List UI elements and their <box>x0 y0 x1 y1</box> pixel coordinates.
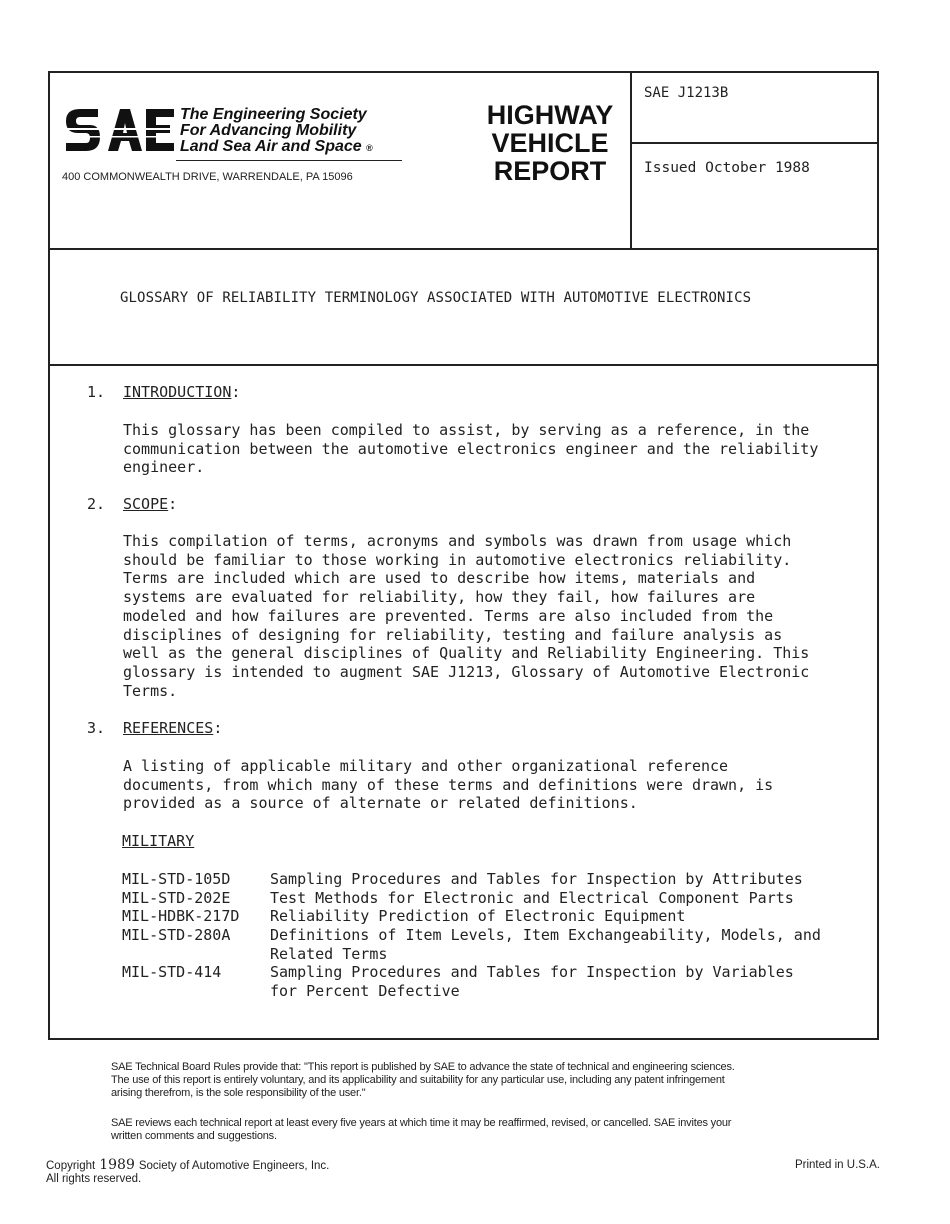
title-divider <box>50 364 877 366</box>
header-column-divider <box>630 73 632 249</box>
paragraph-line: engineer. <box>123 458 205 477</box>
reference-code: MIL-STD-414 <box>122 963 222 982</box>
reference-code: MIL-STD-280A <box>122 926 231 945</box>
logo-rule <box>176 160 402 161</box>
paragraph-line: disciplines of designing for reliability, testing and failure analysis as <box>123 625 783 644</box>
paragraph-line: should be familiar to those working in automotive electronics reliability. <box>123 550 792 569</box>
logo-line-1: The Engineering Society <box>180 106 367 123</box>
reference-code: MIL-STD-105D <box>122 870 231 888</box>
paragraph-line: Terms. <box>123 681 178 700</box>
report-title-line-2: VEHICLE <box>491 128 609 158</box>
sae-logo-mark <box>64 107 176 153</box>
introduction-paragraph <box>123 421 853 477</box>
paragraph-line: systems are evaluated for reliability, how they fail, how failures are <box>123 588 756 607</box>
doc-info-divider <box>630 142 877 144</box>
paragraph-line: modeled and how failures are prevented. Terms are also included from the <box>123 606 774 625</box>
paragraph-line: glossary is intended to augment SAE J1213, Glossary of Automotive Electronic <box>123 662 810 681</box>
rights-line: All rights reserved. <box>46 1173 142 1185</box>
document-number: SAE J1213B <box>644 85 729 101</box>
section-heading-references: REFERENCES: <box>123 719 223 737</box>
address: 400 COMMONWEALTH DRIVE, WARRENDALE, PA 15096 <box>62 171 353 183</box>
paragraph-line: documents, from which many of these terms and definitions were drawn, is <box>123 775 774 794</box>
paragraph-line: communication between the automotive electronics engineer and the reliability <box>123 439 819 458</box>
paragraph-line: well as the general disciplines of Quality and Reliability Engineering. This <box>123 644 810 663</box>
issue-date: Issued October 1988 <box>644 160 810 176</box>
section-number: 1. <box>87 383 106 401</box>
sae-logo-tagline <box>180 107 373 156</box>
copyright-block <box>46 1159 329 1186</box>
paragraph-line: provided as a source of alternate or related definitions. <box>123 794 638 813</box>
document-title: GLOSSARY OF RELIABILITY TERMINOLOGY ASSOCIATED WITH AUTOMOTIVE ELECTRONICS <box>120 290 752 306</box>
reference-description: Sampling Procedures and Tables for Inspection by Attributes <box>270 870 803 888</box>
section-number: 3. <box>87 719 106 737</box>
logo-line-2: For Advancing Mobility <box>180 122 357 139</box>
printed-in: Printed in U.S.A. <box>794 1159 880 1171</box>
report-type-title <box>474 101 626 185</box>
paragraph-line: This compilation of terms, acronyms and symbols was drawn from usage which <box>123 532 792 550</box>
sae-logo <box>64 107 394 161</box>
reference-code: MIL-HDBK-217D <box>122 907 240 926</box>
paragraph-line: This glossary has been compiled to assist, by serving as a reference, in the <box>123 421 810 439</box>
military-heading: MILITARY <box>122 832 195 850</box>
reference-description: Definitions of Item Levels, Item Exchangeability, Models, and Related Terms <box>270 926 821 963</box>
review-notice: SAE reviews each technical report at least every five years at which time it may be reaffirmed, revised, or cancelled. SAE invites your written comments and suggestions. <box>111 1117 732 1142</box>
logo-line-3: Land Sea Air and Space ® <box>180 138 373 155</box>
copyright-year: 1989 <box>99 1157 135 1173</box>
header-divider <box>50 248 877 250</box>
report-title-line-3: REPORT <box>493 156 607 186</box>
paragraph-line: Terms are included which are used to describe how items, materials and <box>123 569 756 588</box>
report-title-line-1: HIGHWAY <box>486 100 614 130</box>
reference-description: Sampling Procedures and Tables for Inspection by Variables for Percent Defective <box>270 963 794 1001</box>
reference-description: Test Methods for Electronic and Electrical Component Parts <box>270 888 794 907</box>
reference-code: MIL-STD-202E <box>122 888 231 907</box>
section-heading-introduction: INTRODUCTION: <box>123 383 241 401</box>
registered-mark: ® <box>366 143 373 153</box>
section-heading-scope: SCOPE: <box>123 495 178 513</box>
reference-description: Reliability Prediction of Electronic Equipment <box>270 907 686 926</box>
paragraph-line: A listing of applicable military and other organizational reference <box>123 757 729 775</box>
section-number: 2. <box>87 495 106 513</box>
scope-paragraph <box>123 532 853 700</box>
copyright-line: Copyright 1989 Society of Automotive Engineers, Inc. <box>46 1157 330 1173</box>
board-rules-notice: SAE Technical Board Rules provide that: "This report is published by SAE to advance the state of technical and engineering sciences. The use of this report is entirely voluntary, and its applicability and suitability for any particular use, including any patent infringement arising therefrom, is the sole responsibility of the user." <box>111 1061 735 1099</box>
references-paragraph <box>123 757 853 813</box>
